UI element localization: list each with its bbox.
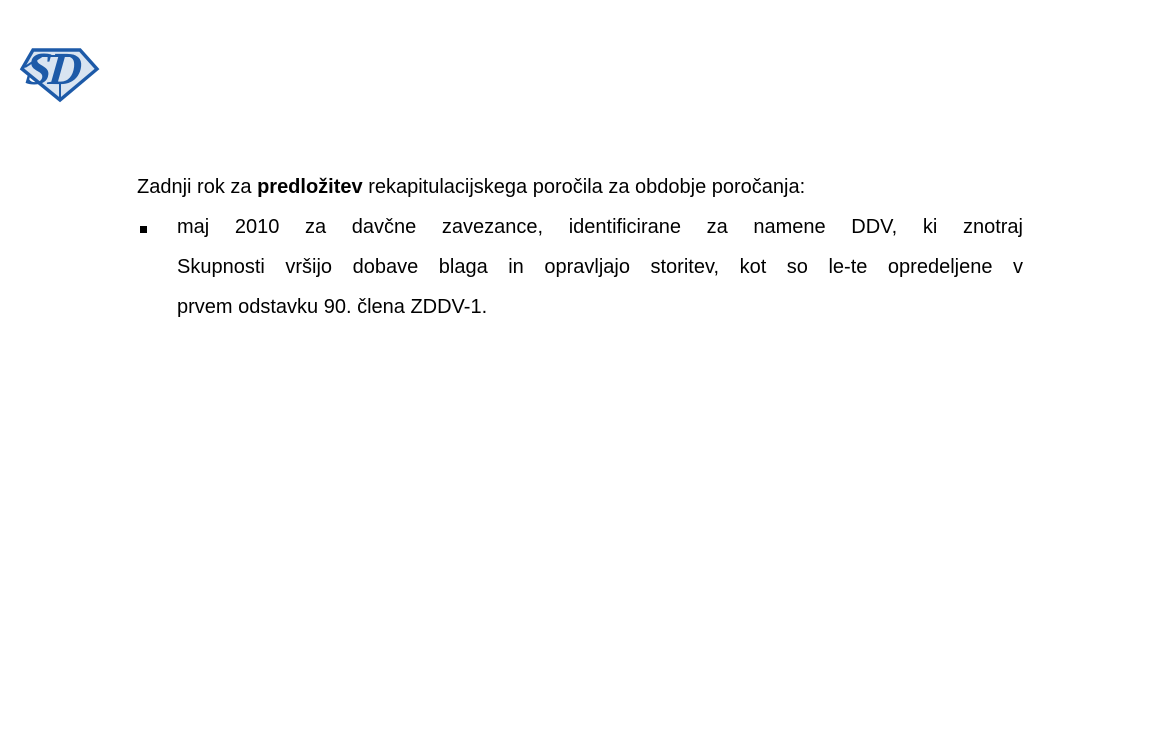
- diamond-gem-icon: [15, 42, 105, 108]
- bullet-item: [137, 207, 1023, 327]
- logo-letters: SD: [23, 43, 82, 94]
- bullet-square-icon: [140, 226, 147, 233]
- heading-suffix: rekapitulacijskega poročila za obdobje poročanja:: [362, 176, 806, 198]
- heading: [137, 167, 1023, 207]
- bullet-paragraph: [177, 207, 1023, 327]
- bullet-marker-column: [137, 207, 177, 327]
- bullet-line: maj 2010 za davčne zavezance, identificirane za namene DDV, ki znotraj: [177, 216, 1023, 238]
- sd-logo: [15, 42, 105, 108]
- bullet-line: Skupnosti vršijo dobave blaga in opravljajo storitev, kot so le-te opredeljene v: [177, 256, 1023, 278]
- heading-bold-word: predložitev: [257, 176, 363, 198]
- bullet-line: prvem odstavku 90. člena ZDDV-1.: [177, 296, 488, 318]
- slide-content: [137, 167, 1023, 327]
- heading-prefix: Zadnji rok za: [137, 176, 258, 198]
